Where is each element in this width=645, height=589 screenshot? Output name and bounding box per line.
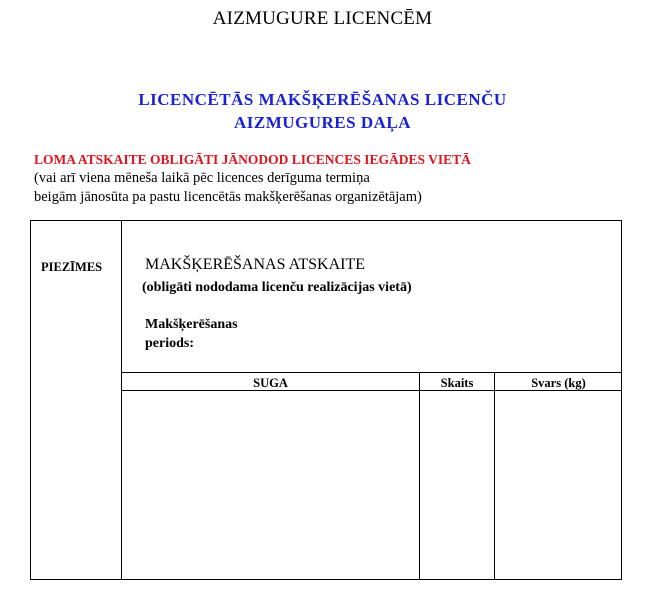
column-header-species: SUGA: [253, 376, 288, 390]
column-header-count: Skaits: [440, 376, 474, 390]
period-label-line-2: periods:: [145, 336, 194, 351]
header-row-top-rule: [121, 372, 622, 373]
section-heading-line-1: LICENCĒTĀS MAKŠĶERĒŠANAS LICENČU: [138, 90, 507, 109]
mandatory-notice: LOMA ATSKAITE OBLIGĀTI JĀNODOD LICENCES IEGĀDES VIETĀ: [34, 152, 471, 167]
skaits-svars-divider: [494, 372, 495, 580]
notice-detail-line-1: (vai arī viena mēneša laikā pēc licences derīguma termiņa: [34, 170, 370, 186]
suga-skaits-divider: [419, 372, 420, 580]
report-table-frame: [30, 220, 622, 580]
page-title: AIZMUGURE LICENCĒM: [212, 8, 433, 29]
column-header-weight: Svars (kg): [531, 376, 586, 390]
report-subtitle: (obligāti nododama licenču realizācijas vietā): [142, 280, 412, 295]
section-heading-line-2: AIZMUGURES DAĻA: [233, 113, 412, 132]
notice-detail-line-2: beigām jānosūta pa pastu licencētās makšķerēšanas organizētājam): [34, 189, 422, 205]
period-label-line-1: Makšķerēšanas: [145, 317, 238, 332]
notes-label: PIEZĪMES: [41, 260, 103, 274]
report-title: MAKŠĶERĒŠANAS ATSKAITE: [145, 256, 366, 273]
notes-column-divider: [121, 220, 122, 580]
